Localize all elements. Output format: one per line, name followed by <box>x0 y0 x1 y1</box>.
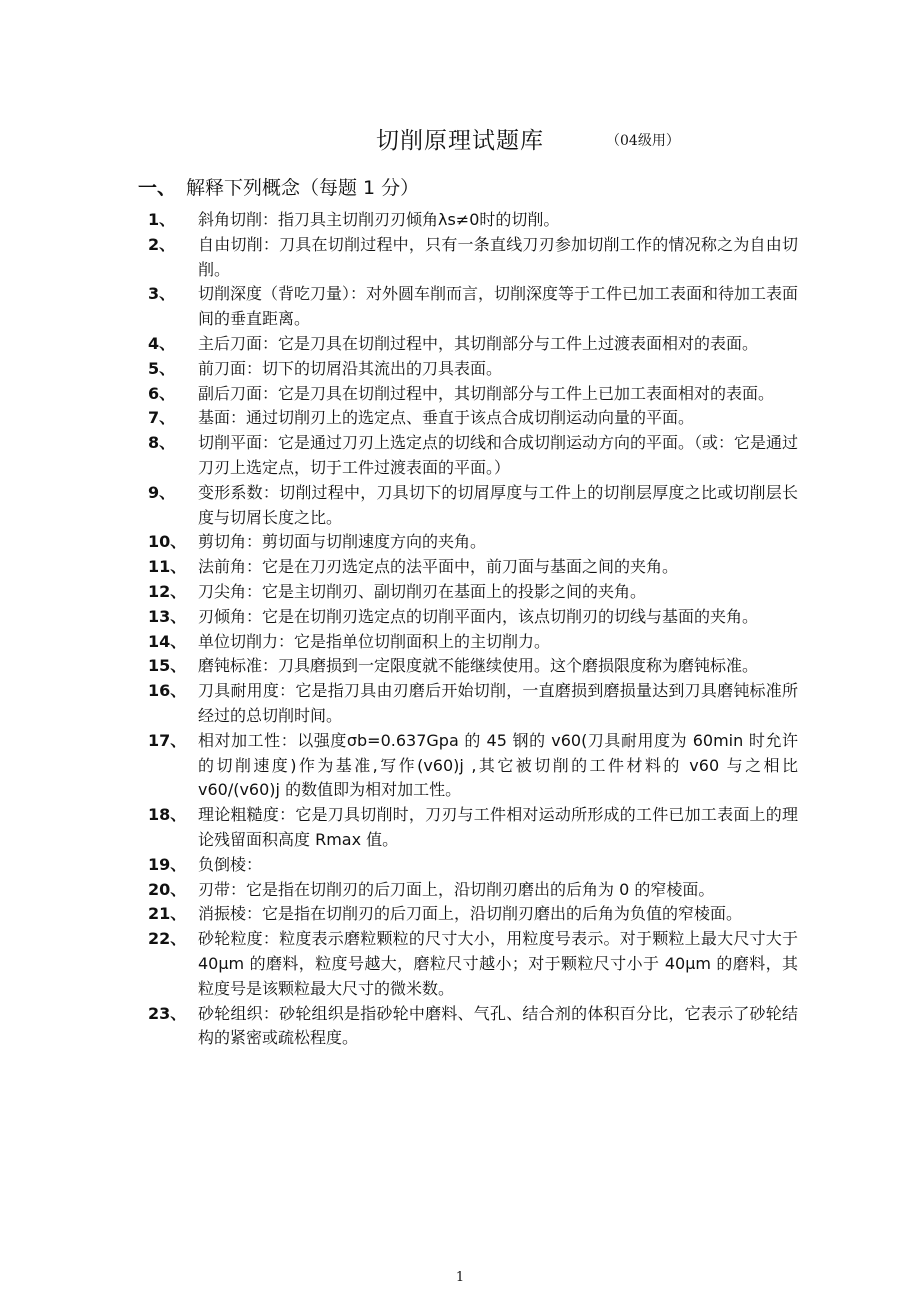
item-text: 法前角：它是在刀刃选定点的法平面中，前刀面与基面之间的夹角。 <box>198 557 679 577</box>
section-heading <box>138 173 419 200</box>
item-text: 变形系数：切削过程中，刀具切下的切屑厚度与工件上的切削层厚度之比或切削层长度与切屑长度之比。 <box>198 482 798 527</box>
list-item <box>148 729 798 803</box>
item-text: 刀具耐用度：它是指刀具由刃磨后开始切削，一直磨损到磨损量达到刀具磨钝标准所经过的总切削时间。 <box>198 681 798 725</box>
item-number: 8、 <box>148 433 176 453</box>
list-item <box>148 605 798 630</box>
list-item <box>148 580 798 605</box>
item-text: 砂轮粒度：粒度表示磨粒颗粒的尺寸大小，用粒度号表示。对于颗粒上最大尺寸大于 40μm 的磨料，粒度号越大，磨粒尺寸越小；对于颗粒尺寸小于 40μm 的磨料，其粒度号是该颗粒最大尺寸的微米数。 <box>198 929 798 998</box>
list-item <box>148 878 798 903</box>
list-item <box>148 481 798 531</box>
item-text: 砂轮组织：砂轮组织是指砂轮中磨料、气孔、结合剂的体积百分比，它表示了砂轮结构的紧密或疏松程度。 <box>198 1003 798 1048</box>
item-number: 19、 <box>148 854 187 874</box>
item-text: 相对加工性：以强度σb=0.637Gpa 的 45 钢的 v60(刀具耐用度为 60min 时允许的切削速度)作为基准,写作(v60)j ,其它被切削的工件材料的 v60 与之相比 v60/(v60)j 的数值即为相对加工性。 <box>198 730 798 800</box>
item-number: 6、 <box>148 383 176 403</box>
item-number: 5、 <box>148 358 176 378</box>
item-number: 4、 <box>148 333 176 353</box>
item-text: 理论粗糙度：它是刀具切削时，刀刃与工件相对运动所形成的工件已加工表面上的理论残留面积高度 Rmax 值。 <box>198 805 798 849</box>
list-item <box>148 406 798 431</box>
list-item <box>148 431 798 481</box>
item-number: 1、 <box>148 210 176 229</box>
item-number: 14、 <box>148 631 187 651</box>
list-item <box>148 282 798 332</box>
list-item <box>148 927 798 1001</box>
item-text: 切削平面：它是通过刀刃上选定点的切线和合成切削运动方向的平面。（或：它是通过刀刃上选定点，切于工件过渡表面的平面。） <box>198 433 799 477</box>
item-number: 16、 <box>148 681 187 701</box>
list-item <box>148 208 798 233</box>
item-text: 副后刀面：它是刀具在切削过程中，其切削部分与工件上已加工表面相对的表面。 <box>198 383 775 403</box>
list-item <box>148 902 798 927</box>
item-text: 切削深度（背吃刀量）：对外圆车削而言，切削深度等于工件已加工表面和待加工表面间的垂直距离。 <box>198 284 799 329</box>
list-item <box>148 332 798 357</box>
item-number: 9、 <box>148 482 176 502</box>
list-item <box>148 357 798 382</box>
item-text: 负倒棱： <box>198 854 263 874</box>
item-number: 15、 <box>148 656 187 676</box>
section-heading-text: 解释下列概念（每题 1 分） <box>186 177 420 199</box>
section-number: 一、 <box>138 177 177 199</box>
item-number: 20、 <box>148 879 187 899</box>
item-number: 17、 <box>148 730 187 750</box>
list-item <box>148 530 798 555</box>
item-number: 3、 <box>148 284 176 304</box>
item-number: 7、 <box>148 408 176 428</box>
item-number: 21、 <box>148 904 187 924</box>
page-title: 切削原理试题库 <box>376 128 544 154</box>
item-number: 11、 <box>148 557 187 577</box>
list-item <box>148 803 798 853</box>
item-number: 10、 <box>148 532 187 552</box>
item-number: 12、 <box>148 581 187 601</box>
list-item <box>148 654 798 679</box>
item-text: 刃带：它是指在切削刃的后刀面上，沿切削刃磨出的后角为 0 的窄棱面。 <box>198 879 715 899</box>
item-text: 主后刀面：它是刀具在切削过程中，其切削部分与工件上过渡表面相对的表面。 <box>198 333 759 353</box>
item-text: 消振棱：它是指在切削刃的后刀面上，沿切削刃磨出的后角为负值的窄棱面。 <box>198 904 743 924</box>
item-number: 2、 <box>148 234 176 254</box>
definition-list <box>148 208 798 1051</box>
item-text: 单位切削力：它是指单位切削面积上的主切削力。 <box>198 631 551 651</box>
list-item <box>148 630 798 655</box>
item-number: 18、 <box>148 805 187 825</box>
item-text: 刃倾角：它是在切削刃选定点的切削平面内，该点切削刃的切线与基面的夹角。 <box>198 606 759 626</box>
list-item <box>148 1002 798 1052</box>
page-number: 1 <box>455 1270 465 1285</box>
list-item <box>148 679 798 729</box>
list-item <box>148 382 798 407</box>
item-number: 13、 <box>148 606 187 626</box>
list-item <box>148 853 798 878</box>
item-text: 自由切削：刀具在切削过程中，只有一条直线刀刃参加切削工作的情况称之为自由切削。 <box>198 234 798 279</box>
title-note: （04级用） <box>606 133 680 149</box>
item-number: 23、 <box>148 1003 187 1023</box>
item-text: 刀尖角：它是主切削刃、副切削刃在基面上的投影之间的夹角。 <box>198 581 647 601</box>
item-text: 前刀面：切下的切屑沿其流出的刀具表面。 <box>198 358 503 378</box>
item-text: 基面：通过切削刃上的选定点、垂直于该点合成切削运动向量的平面。 <box>198 408 695 428</box>
item-text: 磨钝标准：刀具磨损到一定限度就不能继续使用。这个磨损限度称为磨钝标准。 <box>198 656 759 676</box>
title-row <box>0 122 920 156</box>
list-item <box>148 555 798 580</box>
item-text: 剪切角：剪切面与切削速度方向的夹角。 <box>198 532 487 552</box>
item-number: 22、 <box>148 929 187 949</box>
item-text: 斜角切削：指刀具主切削刃刃倾角λs≠0时的切削。 <box>198 210 560 229</box>
list-item <box>148 233 798 283</box>
